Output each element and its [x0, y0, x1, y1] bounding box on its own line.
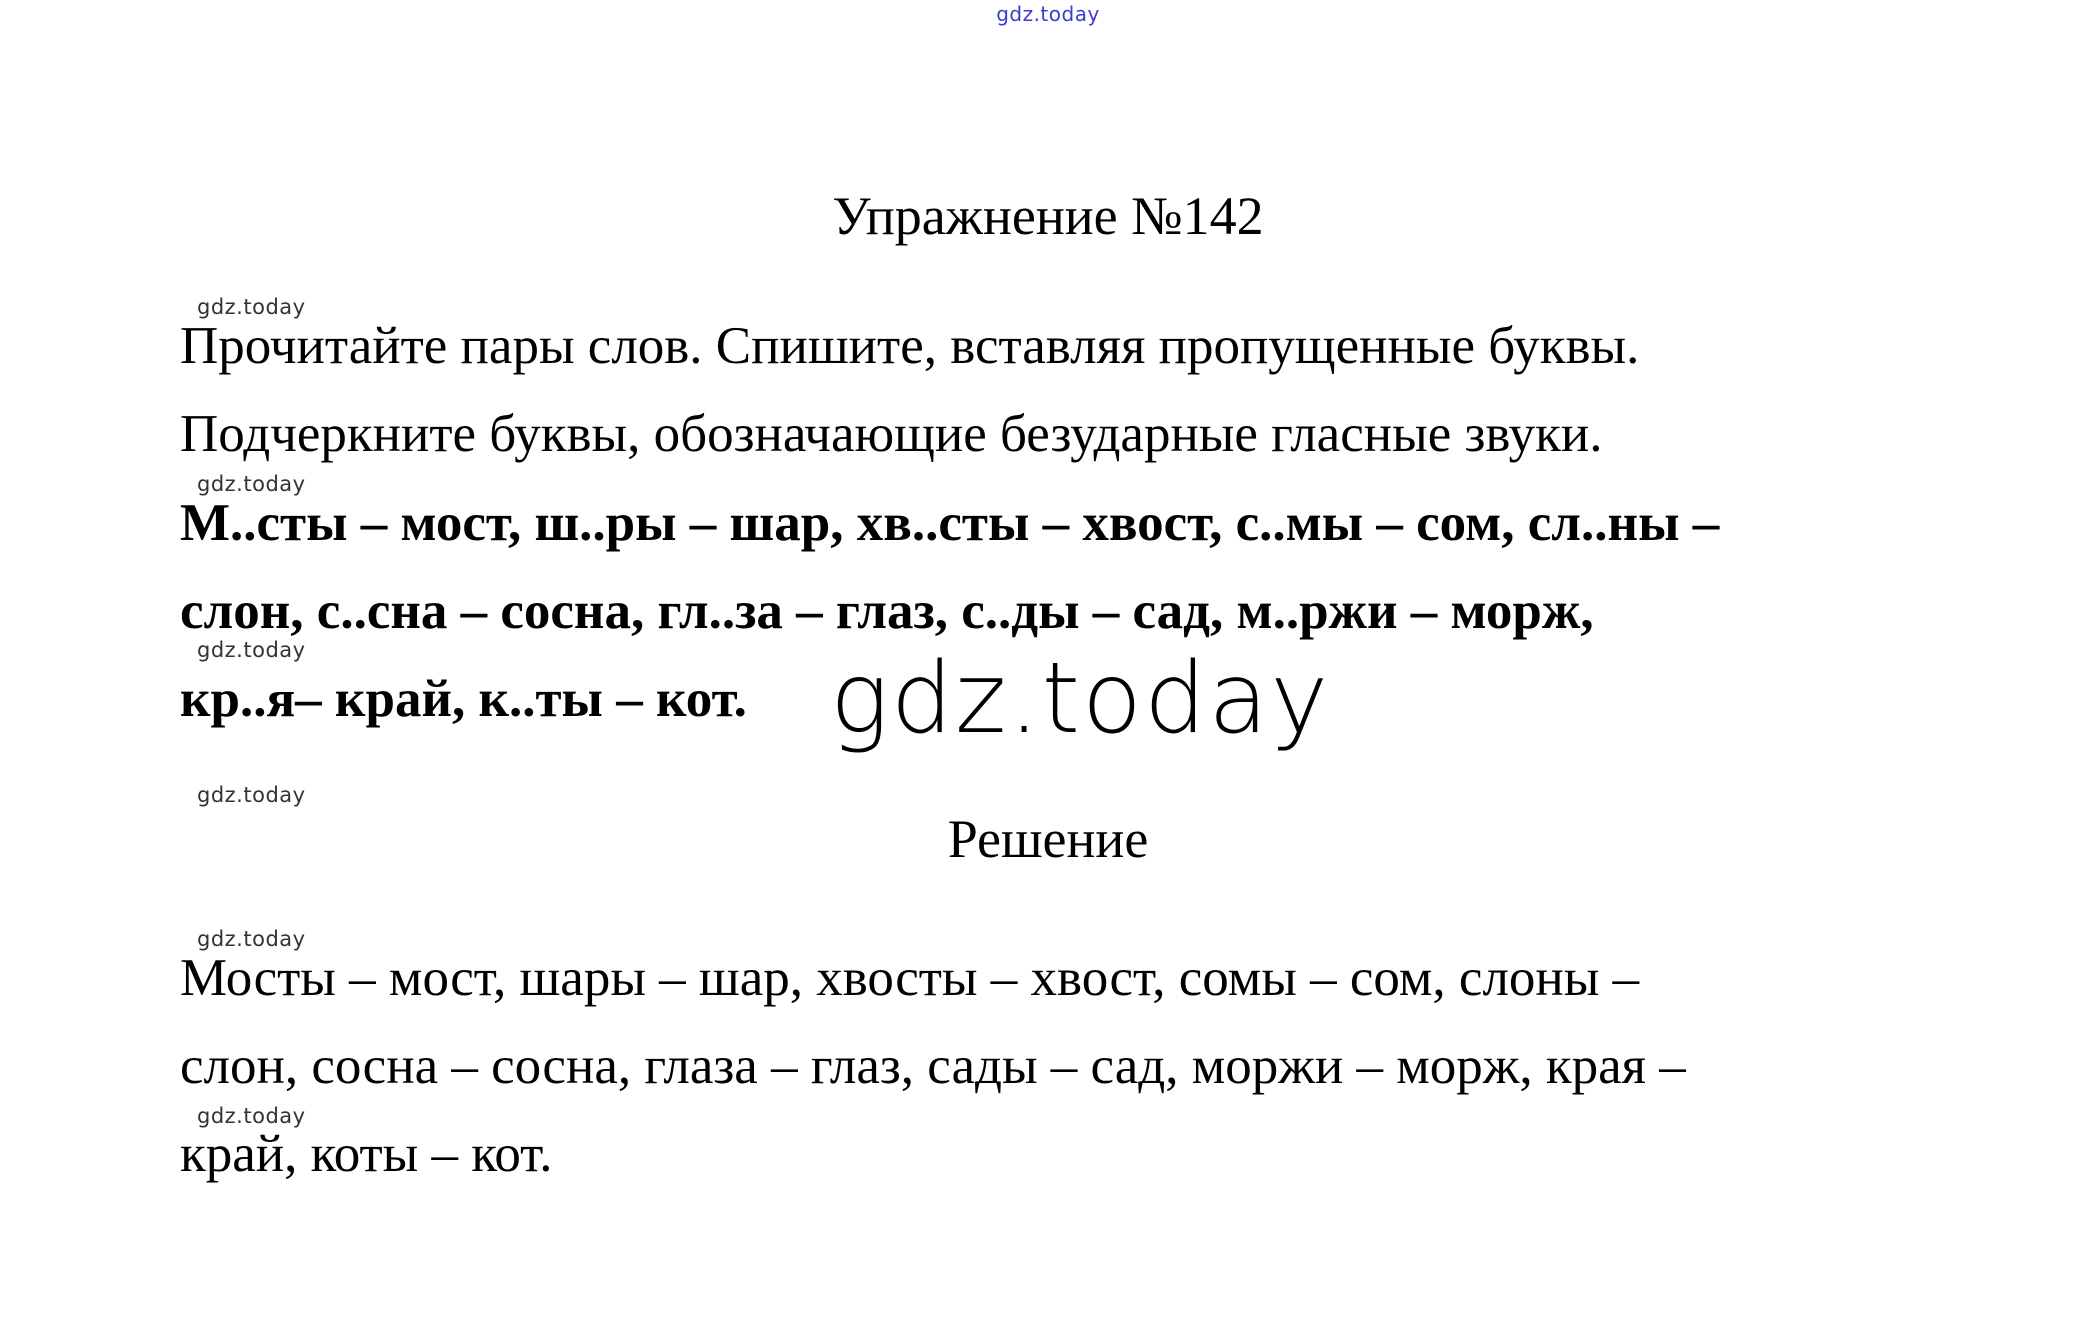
top-watermark: gdz.today — [996, 2, 1100, 26]
watermark-small: gdz.today — [197, 783, 306, 807]
watermark-small: gdz.today — [197, 927, 306, 951]
watermark-large: gdz.today — [830, 642, 1331, 756]
solution-line-2: слон, сосна – сосна, глаза – глаз, сады – сад, моржи – морж, края – — [180, 1037, 1686, 1095]
watermark-small: gdz.today — [197, 295, 306, 319]
instruction-line-2: Подчеркните буквы, обозначающие безударные гласные звуки. — [180, 405, 1603, 463]
task-line-3 — [180, 668, 747, 730]
exercise-title: Упражнение №142 — [832, 186, 1264, 246]
task-line-3-text: кр..я– край, к..ты – кот. — [180, 670, 747, 728]
task-line-1: М..сты – мост, ш..ры – шар, хв..сты – хвост, с..мы – сом, сл..ны – — [180, 494, 1720, 552]
solution-title: Решение — [947, 809, 1149, 869]
task-line-2: слон, с..сна – сосна, гл..за – глаз, с..ды – сад, м..ржи – морж, — [180, 582, 1594, 640]
solution-line-3: край, коты – кот. — [180, 1125, 553, 1183]
watermark-small: gdz.today — [197, 1104, 306, 1128]
watermark-small: gdz.today — [197, 472, 306, 496]
watermark-small: gdz.today — [197, 638, 306, 662]
instruction-line-1: Прочитайте пары слов. Спишите, вставляя пропущенные буквы. — [180, 317, 1640, 375]
solution-line-1: Мосты – мост, шары – шар, хвосты – хвост, сомы – сом, слоны – — [180, 949, 1640, 1007]
